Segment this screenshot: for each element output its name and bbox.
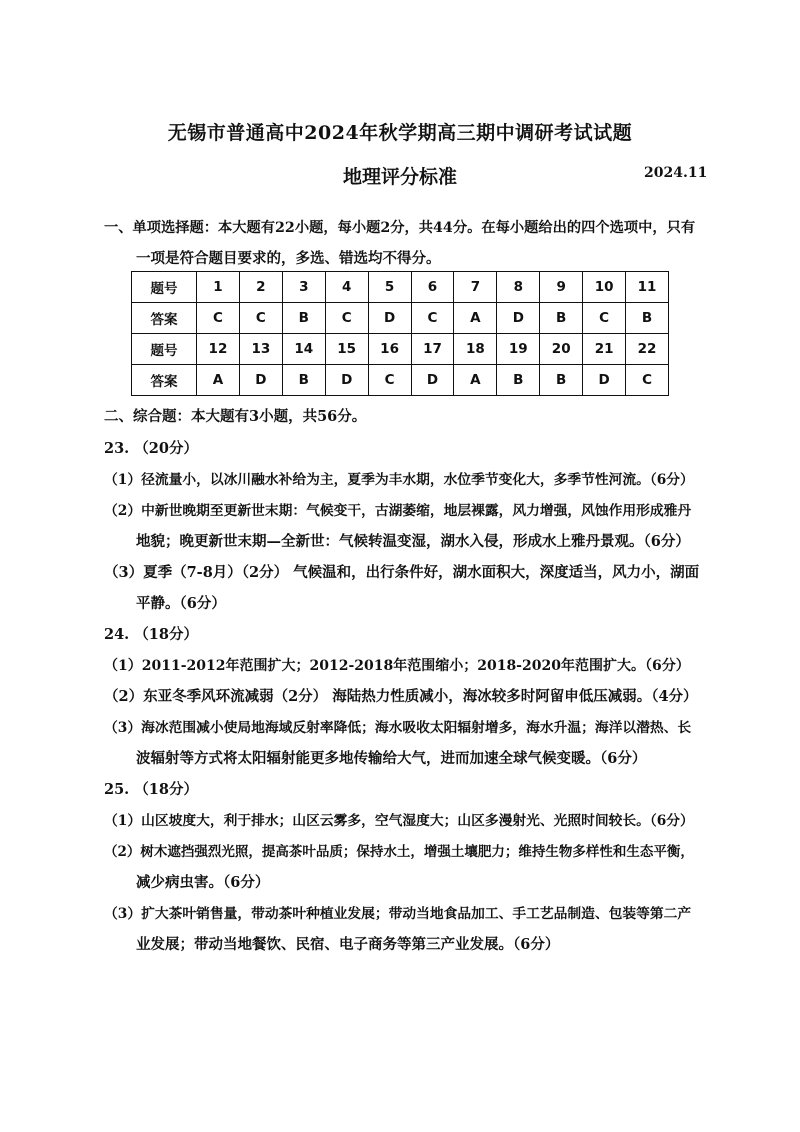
q24-answer-3-line1: （3）海冰范围减小使局地海域反射率降低；海水吸收太阳辐射增多，海水升温；海洋以潜热、长 <box>104 720 692 736</box>
q25-answer-3-line2: 业发展；带动当地餐饮、民宿、电子商务等第三产业发展。（6分） <box>136 936 560 953</box>
table-row-numbers-2 <box>132 334 669 365</box>
answer-cell: B <box>626 303 669 334</box>
q25-answer-1: （1）山区坡度大，利于排水；山区云雾多，空气湿度大；山区多漫射光、光照时间较长。（6分） <box>104 813 694 829</box>
row-label-number: 题号 <box>132 272 197 303</box>
row-label-answer: 答案 <box>132 365 197 396</box>
question-number: 17 <box>411 334 454 365</box>
table-row-numbers-1 <box>132 272 669 303</box>
question-number: 2 <box>239 272 282 303</box>
question-number: 10 <box>583 272 626 303</box>
answer-cell: D <box>583 365 626 396</box>
answer-cell: C <box>583 303 626 334</box>
question-number: 7 <box>454 272 497 303</box>
question-number: 1 <box>197 272 240 303</box>
q24-answer-1: （1）2011-2012年范围扩大；2012-2018年范围缩小；2018-2020年范围扩大。（6分） <box>104 658 690 674</box>
answer-cell: C <box>197 303 240 334</box>
section1-instruction-line2: 一项是符合题目要求的，多选、错选均不得分。 <box>136 250 441 267</box>
table-row-answers-1 <box>132 303 669 334</box>
date-label: 2024.11 <box>644 165 708 181</box>
question-number: 19 <box>497 334 540 365</box>
section2-heading: 二、综合题：本大题有3小题，共56分。 <box>104 408 367 425</box>
question-number: 16 <box>368 334 411 365</box>
answer-cell: C <box>411 303 454 334</box>
q24-heading: 24. （18分） <box>104 626 198 643</box>
q23-heading: 23. （20分） <box>104 440 198 457</box>
question-number: 15 <box>325 334 368 365</box>
answer-cell: A <box>454 365 497 396</box>
q24-answer-3-line2: 波辐射等方式将太阳辐射能更多地传输给大气，进而加速全球气候变暖。（6分） <box>136 750 647 767</box>
answer-cell: C <box>626 365 669 396</box>
answer-cell: B <box>282 303 325 334</box>
answer-cell: C <box>325 303 368 334</box>
question-number: 18 <box>454 334 497 365</box>
answer-cell: D <box>497 303 540 334</box>
answer-cell: B <box>282 365 325 396</box>
question-number: 6 <box>411 272 454 303</box>
question-number: 20 <box>540 334 583 365</box>
question-number: 8 <box>497 272 540 303</box>
q23-answer-2-line1: （2）中新世晚期至更新世末期：气候变干，古湖萎缩，地层裸露，风力增强，风蚀作用形成雅丹 <box>104 503 692 519</box>
answer-cell: A <box>197 365 240 396</box>
question-number: 4 <box>325 272 368 303</box>
question-number: 22 <box>626 334 669 365</box>
answer-cell: C <box>368 365 411 396</box>
answer-cell: D <box>411 365 454 396</box>
section1-instruction-line1: 一、单项选择题：本大题有22小题，每小题2分，共44分。在每小题给出的四个选项中，只有 <box>104 220 696 236</box>
q25-answer-3-line1: （3）扩大茶叶销售量，带动茶叶种植业发展；带动当地食品加工、手工艺品制造、包装等第二产 <box>104 906 692 922</box>
answer-cell: A <box>454 303 497 334</box>
question-number: 21 <box>583 334 626 365</box>
question-number: 13 <box>239 334 282 365</box>
question-number: 3 <box>282 272 325 303</box>
row-label-answer: 答案 <box>132 303 197 334</box>
page-title: 无锡市普通高中2024年秋学期高三期中调研考试试题 <box>167 122 633 144</box>
q25-heading: 25. （18分） <box>104 781 198 798</box>
answer-cell: B <box>540 303 583 334</box>
answer-cell: B <box>540 365 583 396</box>
answer-cell: D <box>325 365 368 396</box>
answer-cell: D <box>239 365 282 396</box>
q23-answer-1: （1）径流量小，以冰川融水补给为主，夏季为丰水期，水位季节变化大，多季节性河流。（6分） <box>104 472 694 488</box>
q23-answer-2-line2: 地貌；晚更新世末期—全新世：气候转温变湿，湖水入侵，形成水上雅丹景观。（6分） <box>136 533 690 550</box>
q25-answer-2-line2: 减少病虫害。（6分） <box>136 874 270 891</box>
q23-answer-3-line1: （3）夏季（7-8月）（2分） 气候温和，出行条件好，湖水面积大，深度适当，风力小，湖面 <box>104 564 700 581</box>
q24-answer-2: （2）东亚冬季风环流减弱（2分） 海陆热力性质减小，海冰较多时阿留申低压减弱。（4分） <box>104 688 698 705</box>
q23-answer-3-line2: 平静。（6分） <box>136 595 226 612</box>
question-number: 11 <box>626 272 669 303</box>
q25-answer-2-line1: （2）树木遮挡强烈光照，提高茶叶品质；保持水土，增强土壤肥力；维持生物多样性和生态平衡， <box>104 844 694 860</box>
table-row-answers-2 <box>132 365 669 396</box>
page-subtitle: 地理评分标准 <box>342 166 457 188</box>
answer-table <box>131 271 669 396</box>
question-number: 9 <box>540 272 583 303</box>
question-number: 12 <box>197 334 240 365</box>
question-number: 5 <box>368 272 411 303</box>
row-label-number: 题号 <box>132 334 197 365</box>
question-number: 14 <box>282 334 325 365</box>
answer-cell: D <box>368 303 411 334</box>
answer-cell: C <box>239 303 282 334</box>
answer-cell: B <box>497 365 540 396</box>
